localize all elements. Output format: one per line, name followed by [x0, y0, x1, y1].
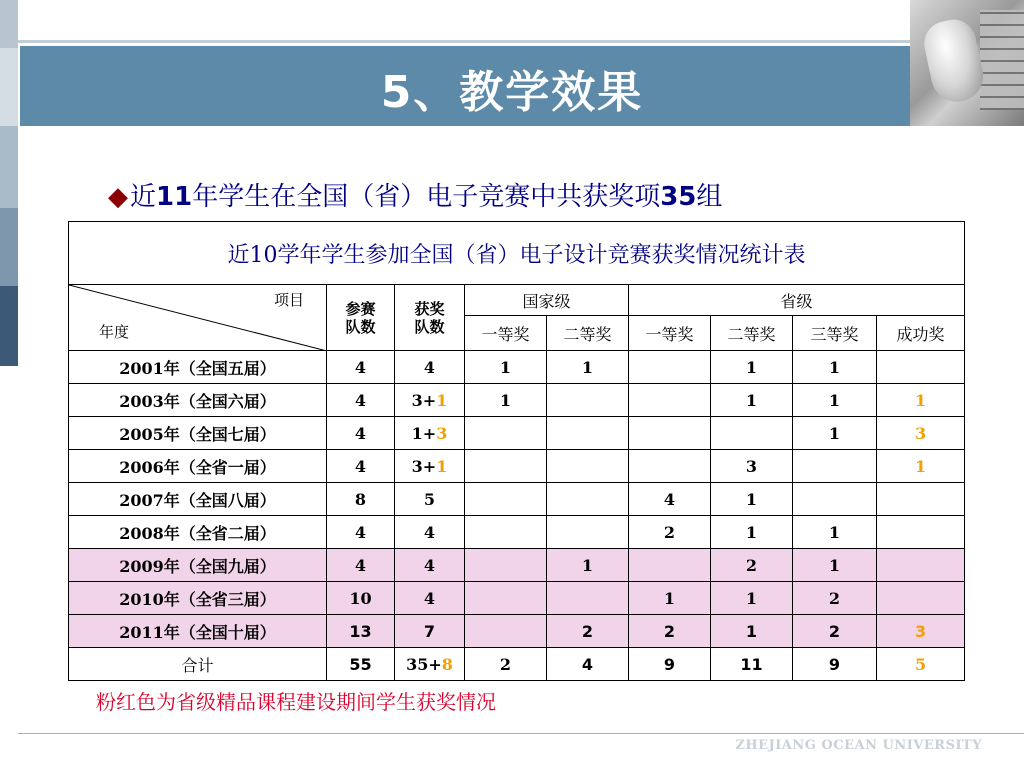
header-provincial-third: 三等奖	[793, 316, 877, 351]
row-ps: 3	[877, 417, 965, 450]
row-awarded	[395, 483, 465, 516]
row-n1: 1	[465, 384, 547, 417]
row-awarded-extra: 1	[436, 456, 448, 476]
row-ps	[877, 549, 965, 582]
header-teams	[327, 285, 395, 351]
header-national-first: 一等奖	[465, 316, 547, 351]
diamond-bullet-icon: ◆	[108, 182, 128, 212]
row-teams: 4	[327, 549, 395, 582]
row-p1: 1	[629, 582, 711, 615]
row-p2: 1	[711, 384, 793, 417]
keyboard-graphic	[980, 10, 1024, 110]
total-p3: 9	[793, 648, 877, 681]
row-p3: 1	[793, 516, 877, 549]
row-ps	[877, 483, 965, 516]
header-year: 年度	[99, 323, 130, 341]
row-awarded	[395, 351, 465, 384]
row-n2: 2	[547, 615, 629, 648]
row-awarded	[395, 582, 465, 615]
total-n2: 4	[547, 648, 629, 681]
header-provincial: 省级	[629, 285, 965, 316]
row-p1	[629, 351, 711, 384]
row-teams: 4	[327, 417, 395, 450]
row-p2: 1	[711, 615, 793, 648]
table-caption: 近10学年学生参加全国（省）电子设计竞赛获奖情况统计表	[69, 222, 965, 285]
row-awarded-base: 1+	[411, 423, 437, 443]
row-n1	[465, 417, 547, 450]
row-p3: 1	[793, 351, 877, 384]
header-provincial-first: 一等奖	[629, 316, 711, 351]
table-row	[69, 615, 965, 648]
row-year: 2003年（全国六届）	[69, 384, 327, 417]
row-awarded	[395, 384, 465, 417]
row-p1: 2	[629, 516, 711, 549]
table-row	[69, 384, 965, 417]
header-provincial-success: 成功奖	[877, 316, 965, 351]
table-body	[69, 351, 965, 648]
row-n2	[547, 483, 629, 516]
left-strip-1	[0, 0, 18, 48]
row-teams: 8	[327, 483, 395, 516]
row-year: 2007年（全国八届）	[69, 483, 327, 516]
row-p1	[629, 417, 711, 450]
row-awarded-base: 3+	[411, 456, 437, 476]
slide-title: 5、教学效果	[380, 67, 644, 118]
pink-rows-note: 粉红色为省级精品课程建设期间学生获奖情况	[96, 690, 496, 714]
row-n2	[547, 450, 629, 483]
total-awarded-extra: 8	[441, 654, 453, 674]
row-n2: 1	[547, 351, 629, 384]
row-ps	[877, 351, 965, 384]
row-year: 2011年（全国十届）	[69, 615, 327, 648]
total-p1: 9	[629, 648, 711, 681]
row-ps	[877, 582, 965, 615]
header-teams-line1: 参赛	[345, 299, 376, 318]
row-n1	[465, 516, 547, 549]
row-teams: 4	[327, 516, 395, 549]
row-awarded-base: 5	[423, 489, 436, 509]
table-row	[69, 549, 965, 582]
header-awarded-line2: 队数	[414, 317, 445, 336]
bullet-text-2: 年学生在全国（省）电子竞赛中共获奖项	[192, 182, 661, 212]
row-p3: 1	[793, 384, 877, 417]
row-p1: 2	[629, 615, 711, 648]
row-teams: 4	[327, 384, 395, 417]
row-n2	[547, 384, 629, 417]
row-p3: 1	[793, 549, 877, 582]
row-n2: 1	[547, 549, 629, 582]
row-teams: 4	[327, 351, 395, 384]
header-provincial-second: 二等奖	[711, 316, 793, 351]
row-year: 2008年（全省二届）	[69, 516, 327, 549]
header-national: 国家级	[465, 285, 629, 316]
bullet-number-awards: 35	[660, 182, 697, 212]
header-teams-line2: 队数	[345, 317, 376, 336]
awards-table	[68, 221, 965, 681]
total-row	[69, 648, 965, 681]
row-p2: 1	[711, 582, 793, 615]
table-row	[69, 516, 965, 549]
row-teams: 10	[327, 582, 395, 615]
row-ps	[877, 516, 965, 549]
row-awarded-extra: 3	[436, 423, 448, 443]
total-teams: 55	[327, 648, 395, 681]
row-teams: 13	[327, 615, 395, 648]
row-n2	[547, 516, 629, 549]
header-awarded	[395, 285, 465, 351]
university-footer: ZHEJIANG OCEAN UNIVERSITY	[735, 738, 982, 753]
row-awarded-base: 7	[423, 621, 436, 641]
row-year: 2006年（全省一届）	[69, 450, 327, 483]
row-n2	[547, 417, 629, 450]
row-year: 2005年（全国七届）	[69, 417, 327, 450]
header-item: 项目	[273, 291, 304, 309]
row-p2	[711, 417, 793, 450]
mouse-graphic	[920, 15, 988, 106]
total-ps: 5	[877, 648, 965, 681]
row-n1: 1	[465, 351, 547, 384]
row-awarded	[395, 615, 465, 648]
total-awarded-base: 35+	[406, 654, 442, 674]
row-n1	[465, 615, 547, 648]
footer-rule	[18, 733, 1024, 734]
row-n1	[465, 549, 547, 582]
row-awarded	[395, 516, 465, 549]
row-awarded	[395, 417, 465, 450]
row-p2: 2	[711, 549, 793, 582]
row-year: 2010年（全省三届）	[69, 582, 327, 615]
row-awarded-extra: 1	[436, 390, 448, 410]
row-awarded-base: 4	[423, 357, 436, 377]
table-row	[69, 417, 965, 450]
left-strip-5	[0, 286, 18, 366]
row-ps: 1	[877, 450, 965, 483]
row-p1	[629, 549, 711, 582]
bullet-point	[108, 176, 722, 213]
total-p2: 11	[711, 648, 793, 681]
row-awarded-base: 4	[423, 555, 436, 575]
total-awarded	[395, 648, 465, 681]
row-awarded	[395, 450, 465, 483]
row-p2: 1	[711, 516, 793, 549]
bullet-number-years: 11	[156, 182, 193, 212]
row-p2: 3	[711, 450, 793, 483]
row-n1	[465, 483, 547, 516]
row-p2: 1	[711, 483, 793, 516]
top-rule	[18, 40, 910, 43]
mouse-keyboard-image	[910, 0, 1024, 126]
table-row	[69, 351, 965, 384]
row-year: 2009年（全国九届）	[69, 549, 327, 582]
table-row	[69, 582, 965, 615]
table-row	[69, 450, 965, 483]
row-n1	[465, 582, 547, 615]
row-p1	[629, 384, 711, 417]
left-strip-4	[0, 208, 18, 286]
row-awarded-base: 4	[423, 522, 436, 542]
row-teams: 4	[327, 450, 395, 483]
row-ps: 1	[877, 384, 965, 417]
row-p3	[793, 483, 877, 516]
row-p2: 1	[711, 351, 793, 384]
row-p3	[793, 450, 877, 483]
diagonal-header	[69, 285, 327, 351]
row-n1	[465, 450, 547, 483]
row-p3: 1	[793, 417, 877, 450]
row-awarded	[395, 549, 465, 582]
row-p3: 2	[793, 582, 877, 615]
bullet-text-3: 组	[696, 182, 723, 212]
bullet-text-1: 近	[130, 182, 157, 212]
table-row	[69, 483, 965, 516]
header-national-second: 二等奖	[547, 316, 629, 351]
row-n2	[547, 582, 629, 615]
row-p1	[629, 450, 711, 483]
row-awarded-base: 3+	[411, 390, 437, 410]
row-p1: 4	[629, 483, 711, 516]
total-label: 合计	[69, 648, 327, 681]
row-ps: 3	[877, 615, 965, 648]
header-awarded-line1: 获奖	[414, 299, 445, 318]
row-awarded-base: 4	[423, 588, 436, 608]
row-year: 2001年（全国五届）	[69, 351, 327, 384]
left-strip-3	[0, 126, 18, 208]
total-n1: 2	[465, 648, 547, 681]
row-p3: 2	[793, 615, 877, 648]
